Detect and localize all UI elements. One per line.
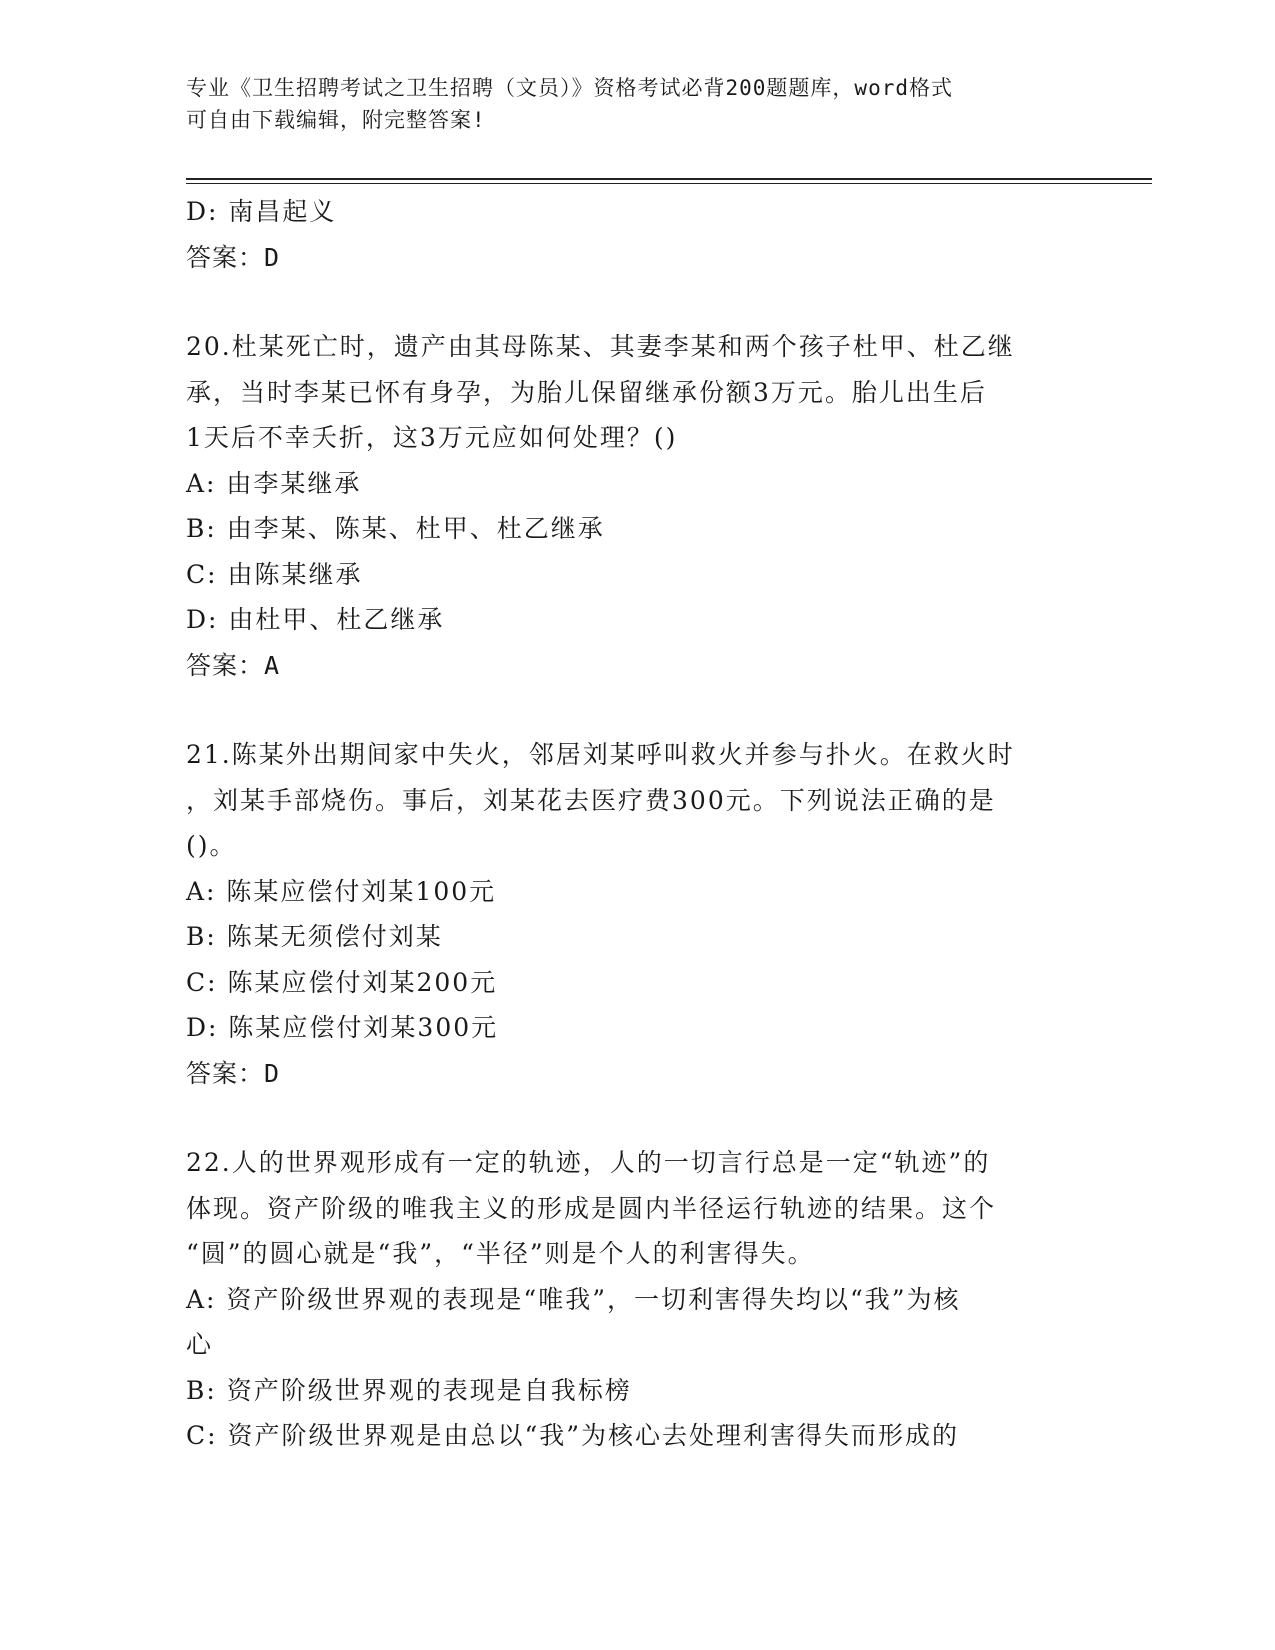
spacer: [186, 1096, 1086, 1140]
answer-line: 答案：D: [186, 242, 281, 272]
page-header: [186, 72, 1086, 136]
option-c: C: 陈某应偿付刘某200元: [186, 967, 498, 997]
question-stem-line: ()。: [186, 831, 237, 860]
option-b: B: 由李某、陈某、杜甲、杜乙继承: [186, 514, 605, 543]
option-d: D: 由杜甲、杜乙继承: [186, 605, 445, 634]
answer-line: 答案：A: [186, 650, 281, 680]
question-stem-line: 1天后不幸夭折，这3万元应如何处理？(): [186, 423, 678, 452]
option-a-continued: 心: [186, 1330, 214, 1359]
option-d: D: 南昌起义: [186, 197, 337, 226]
header-line-1: 专业《卫生招聘考试之卫生招聘（文员）》资格考试必背200题题库，word格式: [186, 76, 953, 100]
option-c: C: 资产阶级世界观是由总以“我”为核心去处理利害得失而形成的: [186, 1421, 960, 1450]
spacer: [186, 280, 1086, 324]
option-a: A: 由李某继承: [186, 468, 362, 498]
question-stem-line: ，刘某手部烧伤。事后，刘某花去医疗费300元。下列说法正确的是: [186, 785, 996, 815]
question-stem-line: 20.杜某死亡时，遗产由其母陈某、其妻李某和两个孩子杜甲、杜乙继: [186, 332, 1015, 361]
option-c: C: 由陈某继承: [186, 559, 363, 589]
question-19: [186, 189, 1086, 280]
option-b: B: 资产阶级世界观的表现是自我标榜: [186, 1375, 632, 1405]
spacer: [186, 688, 1086, 732]
header-rule-thick: [186, 178, 1152, 180]
answer-line: 答案：D: [186, 1058, 281, 1088]
question-stem-line: 承，当时李某已怀有身孕，为胎儿保留继承份额3万元。胎儿出生后: [186, 377, 987, 407]
option-b: B: 陈某无须偿付刘某: [186, 922, 443, 951]
question-20: [186, 324, 1086, 688]
question-content: [186, 189, 1086, 1459]
question-22: [186, 1140, 1086, 1459]
question-stem-line: 体现。资产阶级的唯我主义的形成是圆内半径运行轨迹的结果。这个: [186, 1193, 997, 1223]
question-stem-line: 22.人的世界观形成有一定的轨迹，人的一切言行总是一定“轨迹”的: [186, 1148, 991, 1177]
header-line-2: 可自由下载编辑，附完整答案!: [186, 108, 486, 132]
header-rule-thin: [186, 183, 1152, 184]
option-a: A: 资产阶级世界观的表现是“唯我”，一切利害得失均以“我”为核: [186, 1284, 961, 1314]
question-21: [186, 732, 1086, 1096]
option-a: A: 陈某应偿付刘某100元: [186, 876, 497, 906]
option-d: D: 陈某应偿付刘某300元: [186, 1013, 499, 1042]
question-stem-line: “圆”的圆心就是“我”，“半径”则是个人的利害得失。: [186, 1239, 815, 1268]
question-stem-line: 21.陈某外出期间家中失火，邻居刘某呼叫救火并参与扑火。在救火时: [186, 740, 1015, 769]
